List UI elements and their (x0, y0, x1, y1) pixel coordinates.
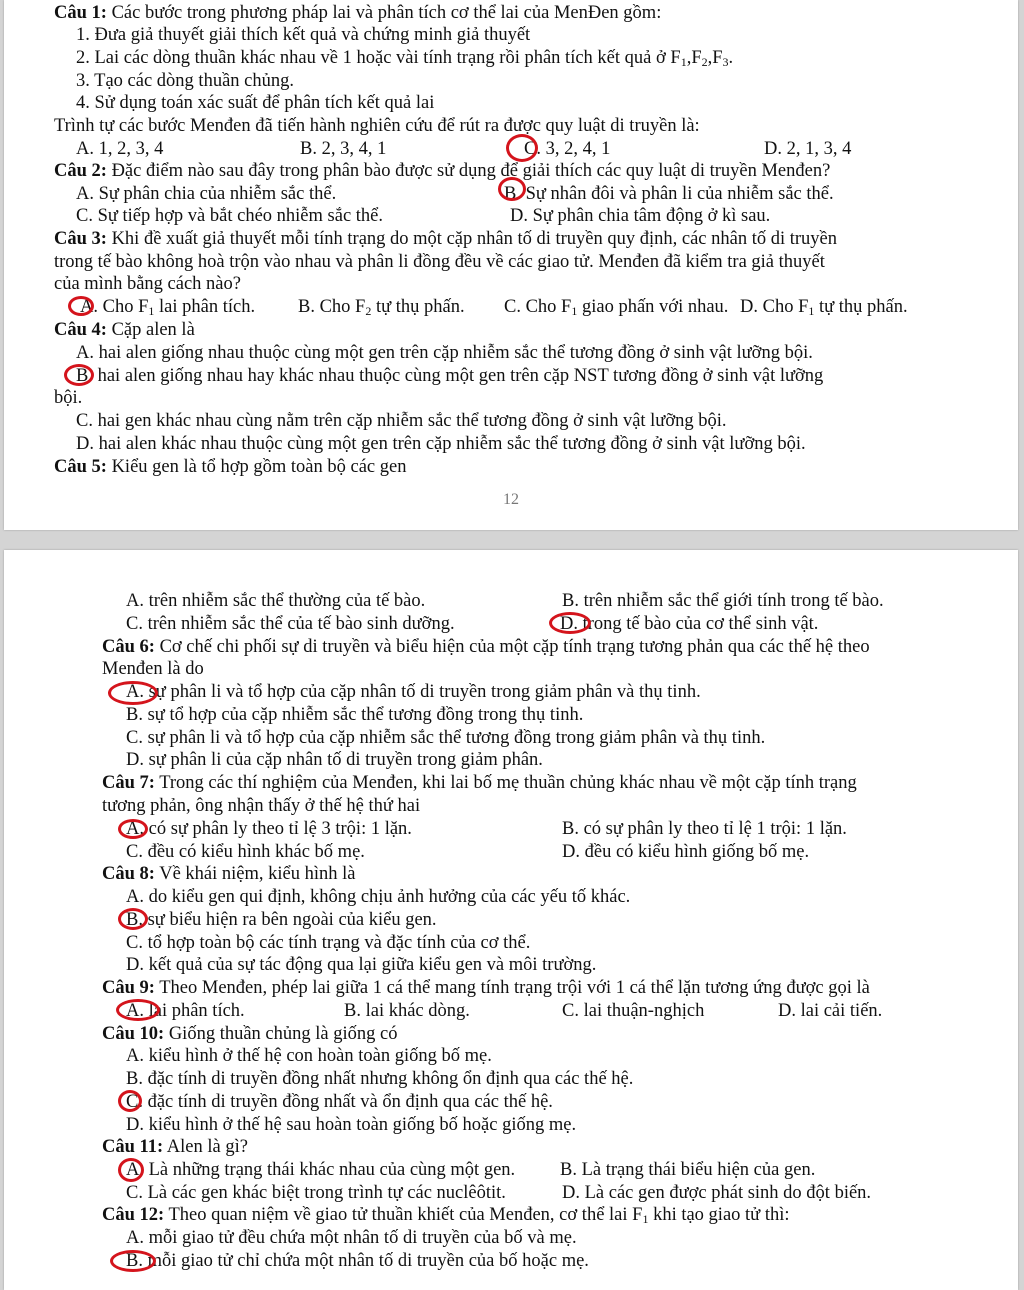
question-6-stem: Câu 6: Cơ chế chi phối sự di truyền và biểu hiện của một cặp tính trạng tương phản qua các thế hệ theo (102, 637, 870, 657)
question-11-option-c: C. Là các gen khác biệt trong trình tự các nuclêôtit. (126, 1183, 506, 1203)
question-10-option-b: B. đặc tính di truyền đồng nhất nhưng không ổn định qua các thế hệ. (126, 1069, 634, 1089)
question-1-option-a: A. 1, 2, 3, 4 (76, 139, 164, 159)
question-1-option-b: B. 2, 3, 4, 1 (300, 139, 387, 159)
question-10-option-d: D. kiểu hình ở thế hệ sau hoàn toàn giống bố hoặc giống mẹ. (126, 1115, 577, 1135)
question-11-label: Câu 11: (102, 1137, 164, 1157)
document-page-2 (4, 550, 1018, 1290)
question-2-option-b: B. Sự nhân đôi và phân li của nhiễm sắc thể. (504, 184, 834, 204)
question-6-option-d: D. sự phân li của cặp nhân tố di truyền trong giảm phân. (126, 750, 543, 770)
question-11-option-d: D. Là các gen được phát sinh do đột biến. (562, 1183, 872, 1203)
question-4-option-b: B. hai alen giống nhau hay khác nhau thuộc cùng một gen trên cặp NST tương đồng ở sinh vật lưỡng (76, 366, 824, 386)
question-6-option-b: B. sự tổ hợp của cặp nhiễm sắc thể tương đồng trong thụ tinh. (126, 705, 584, 725)
question-10-stem: Câu 10: Giống thuần chủng là giống có (102, 1024, 398, 1044)
question-5-option-a: A. trên nhiễm sắc thể thường của tế bào. (126, 591, 426, 611)
question-1-option-c: C. 3, 2, 4, 1 (524, 139, 611, 159)
question-8-option-c: C. tổ hợp toàn bộ các tính trạng và đặc tính của cơ thể. (126, 933, 531, 953)
question-8-option-d: D. kết quả của sự tác động qua lại giữa kiểu gen và môi trường. (126, 955, 597, 975)
question-5-label: Câu 5: (54, 457, 107, 477)
question-4-option-a: A. hai alen giống nhau thuộc cùng một gen trên cặp nhiễm sắc thể tương đồng ở sinh vật lưỡng bội. (76, 343, 813, 363)
question-11-option-a: A. Là những trạng thái khác nhau của cùng một gen. (126, 1160, 516, 1180)
question-12-stem: Câu 12: Theo quan niệm về giao tử thuần khiết của Menđen, cơ thể lai $F_1$ khi tạo giao tử thì: (102, 1205, 790, 1226)
question-1-step-1: 1. Đưa giả thuyết giải thích kết quả và chứng minh giả thuyết (76, 25, 531, 45)
question-1-label: Câu 1: (54, 3, 107, 23)
question-4-option-c: C. hai gen khác nhau cùng nằm trên cặp nhiễm sắc thể tương đồng ở sinh vật lưỡng bội. (76, 411, 727, 431)
document-page-1 (4, 0, 1018, 530)
question-2-option-a: A. Sự phân chia của nhiễm sắc thể. (76, 184, 337, 204)
question-1-step-4: 4. Sử dụng toán xác suất để phân tích kết quả lai (76, 93, 435, 113)
page-number: 12 (503, 491, 519, 508)
question-2-option-d: D. Sự phân chia tâm động ở kì sau. (510, 206, 771, 226)
question-7-stem: Câu 7: Trong các thí nghiệm của Menđen, khi lai bố mẹ thuần chủng khác nhau về một cặp tính trạng (102, 773, 857, 793)
question-12-option-a: A. mỗi giao tử đều chứa một nhân tố di truyền của bố và mẹ. (126, 1228, 577, 1248)
question-8-stem: Câu 8: Về khái niệm, kiểu hình là (102, 864, 356, 884)
question-7-stem-line-2: tương phản, ông nhận thấy ở thế hệ thứ hai (102, 796, 421, 816)
question-4-stem: Câu 4: Cặp alen là (54, 320, 195, 340)
question-2-label: Câu 2: (54, 161, 107, 181)
question-7-label: Câu 7: (102, 773, 155, 793)
question-11-option-b: B. Là trạng thái biểu hiện của gen. (560, 1160, 816, 1180)
question-3-option-d: D. Cho $F_1$ tự thụ phấn. (740, 297, 908, 318)
question-9-option-a: A. lai phân tích. (126, 1001, 245, 1021)
question-9-stem: Câu 9: Theo Menđen, phép lai giữa 1 cá thể mang tính trạng trội với 1 cá thể lặn tương ứng được gọi là (102, 978, 870, 998)
question-7-option-b: B. có sự phân ly theo tỉ lệ 1 trội: 1 lặn. (562, 819, 847, 839)
question-7-option-c: C. đều có kiểu hình khác bố mẹ. (126, 842, 365, 862)
question-8-label: Câu 8: (102, 864, 155, 884)
question-3-stem-line-2: trong tế bào không hoà trộn vào nhau và phân li đồng đều về các giao tử. Menđen đã kiểm tra giả thuyết (54, 252, 825, 272)
question-3-option-c: C. Cho $F_1$ giao phấn với nhau. (504, 297, 729, 318)
question-4-option-b-continued: bội. (54, 388, 83, 408)
question-9-option-c: C. lai thuận-nghịch (562, 1001, 705, 1021)
question-4-label: Câu 4: (54, 320, 107, 340)
question-2-stem: Câu 2: Đặc điểm nào sau đây trong phân bào được sử dụng để giải thích các quy luật di truyền Menđen? (54, 161, 831, 181)
question-5-option-d: D. trong tế bào của cơ thể sinh vật. (560, 614, 819, 634)
question-6-stem-line-2: Menđen là do (102, 659, 204, 679)
question-3-stem: Câu 3: Khi đề xuất giả thuyết mỗi tính trạng do một cặp nhân tố di truyền quy định, các nhân tố di truyền (54, 229, 838, 249)
question-9-option-b: B. lai khác dòng. (344, 1001, 470, 1021)
question-10-option-a: A. kiểu hình ở thế hệ con hoàn toàn giống bố mẹ. (126, 1046, 492, 1066)
question-5-option-b: B. trên nhiễm sắc thể giới tính trong tế bào. (562, 591, 884, 611)
question-8-option-b: B. sự biểu hiện ra bên ngoài của kiểu gen. (126, 910, 437, 930)
question-5-stem: Câu 5: Kiểu gen là tổ hợp gồm toàn bộ các gen (54, 457, 407, 477)
question-1-prompt: Trình tự các bước Menđen đã tiến hành nghiên cứu để rút ra được quy luật di truyền là: (54, 116, 700, 136)
question-12-label: Câu 12: (102, 1205, 165, 1225)
question-1-step-3: 3. Tạo các dòng thuần chủng. (76, 71, 294, 91)
question-6-option-c: C. sự phân li và tổ hợp của cặp nhiễm sắc thể tương đồng trong giảm phân và thụ tinh. (126, 728, 766, 748)
question-1-step-2: 2. Lai các dòng thuần khác nhau về 1 hoặc vài tính trạng rồi phân tích kết quả ở $F_1,F_2,F_3$. (76, 48, 734, 69)
question-6-label: Câu 6: (102, 637, 155, 657)
question-1-option-d: D. 2, 1, 3, 4 (764, 139, 852, 159)
question-7-option-d: D. đều có kiểu hình giống bố mẹ. (562, 842, 810, 862)
question-1-stem: Câu 1: Các bước trong phương pháp lai và phân tích cơ thể lai của MenĐen gồm: (54, 3, 662, 23)
question-11-stem: Câu 11: Alen là gì? (102, 1137, 248, 1157)
question-8-option-a: A. do kiểu gen qui định, không chịu ảnh hưởng của các yếu tố khác. (126, 887, 631, 907)
question-3-option-a: A. Cho $F_1$ lai phân tích. (80, 297, 256, 318)
question-7-option-a: A. có sự phân ly theo tỉ lệ 3 trội: 1 lặn. (126, 819, 412, 839)
question-10-label: Câu 10: (102, 1024, 165, 1044)
question-5-option-c: C. trên nhiễm sắc thể của tế bào sinh dưỡng. (126, 614, 455, 634)
question-12-option-b: B. mỗi giao tử chỉ chứa một nhân tố di truyền của bố hoặc mẹ. (126, 1251, 589, 1271)
question-10-option-c: C. đặc tính di truyền đồng nhất và ổn định qua các thế hệ. (126, 1092, 553, 1112)
question-6-option-a: A. sự phân li và tổ hợp của cặp nhân tố di truyền trong giảm phân và thụ tinh. (126, 682, 701, 702)
question-3-label: Câu 3: (54, 229, 107, 249)
question-2-option-c: C. Sự tiếp hợp và bắt chéo nhiễm sắc thể. (76, 206, 384, 226)
question-3-option-b: B. Cho $F_2$ tự thụ phấn. (298, 297, 465, 318)
question-9-option-d: D. lai cải tiến. (778, 1001, 883, 1021)
question-4-option-d: D. hai alen khác nhau thuộc cùng một gen trên cặp nhiễm sắc thể tương đồng ở sinh vật lưỡng bội. (76, 434, 806, 454)
question-9-label: Câu 9: (102, 978, 155, 998)
question-3-stem-line-3: của mình bằng cách nào? (54, 274, 241, 294)
